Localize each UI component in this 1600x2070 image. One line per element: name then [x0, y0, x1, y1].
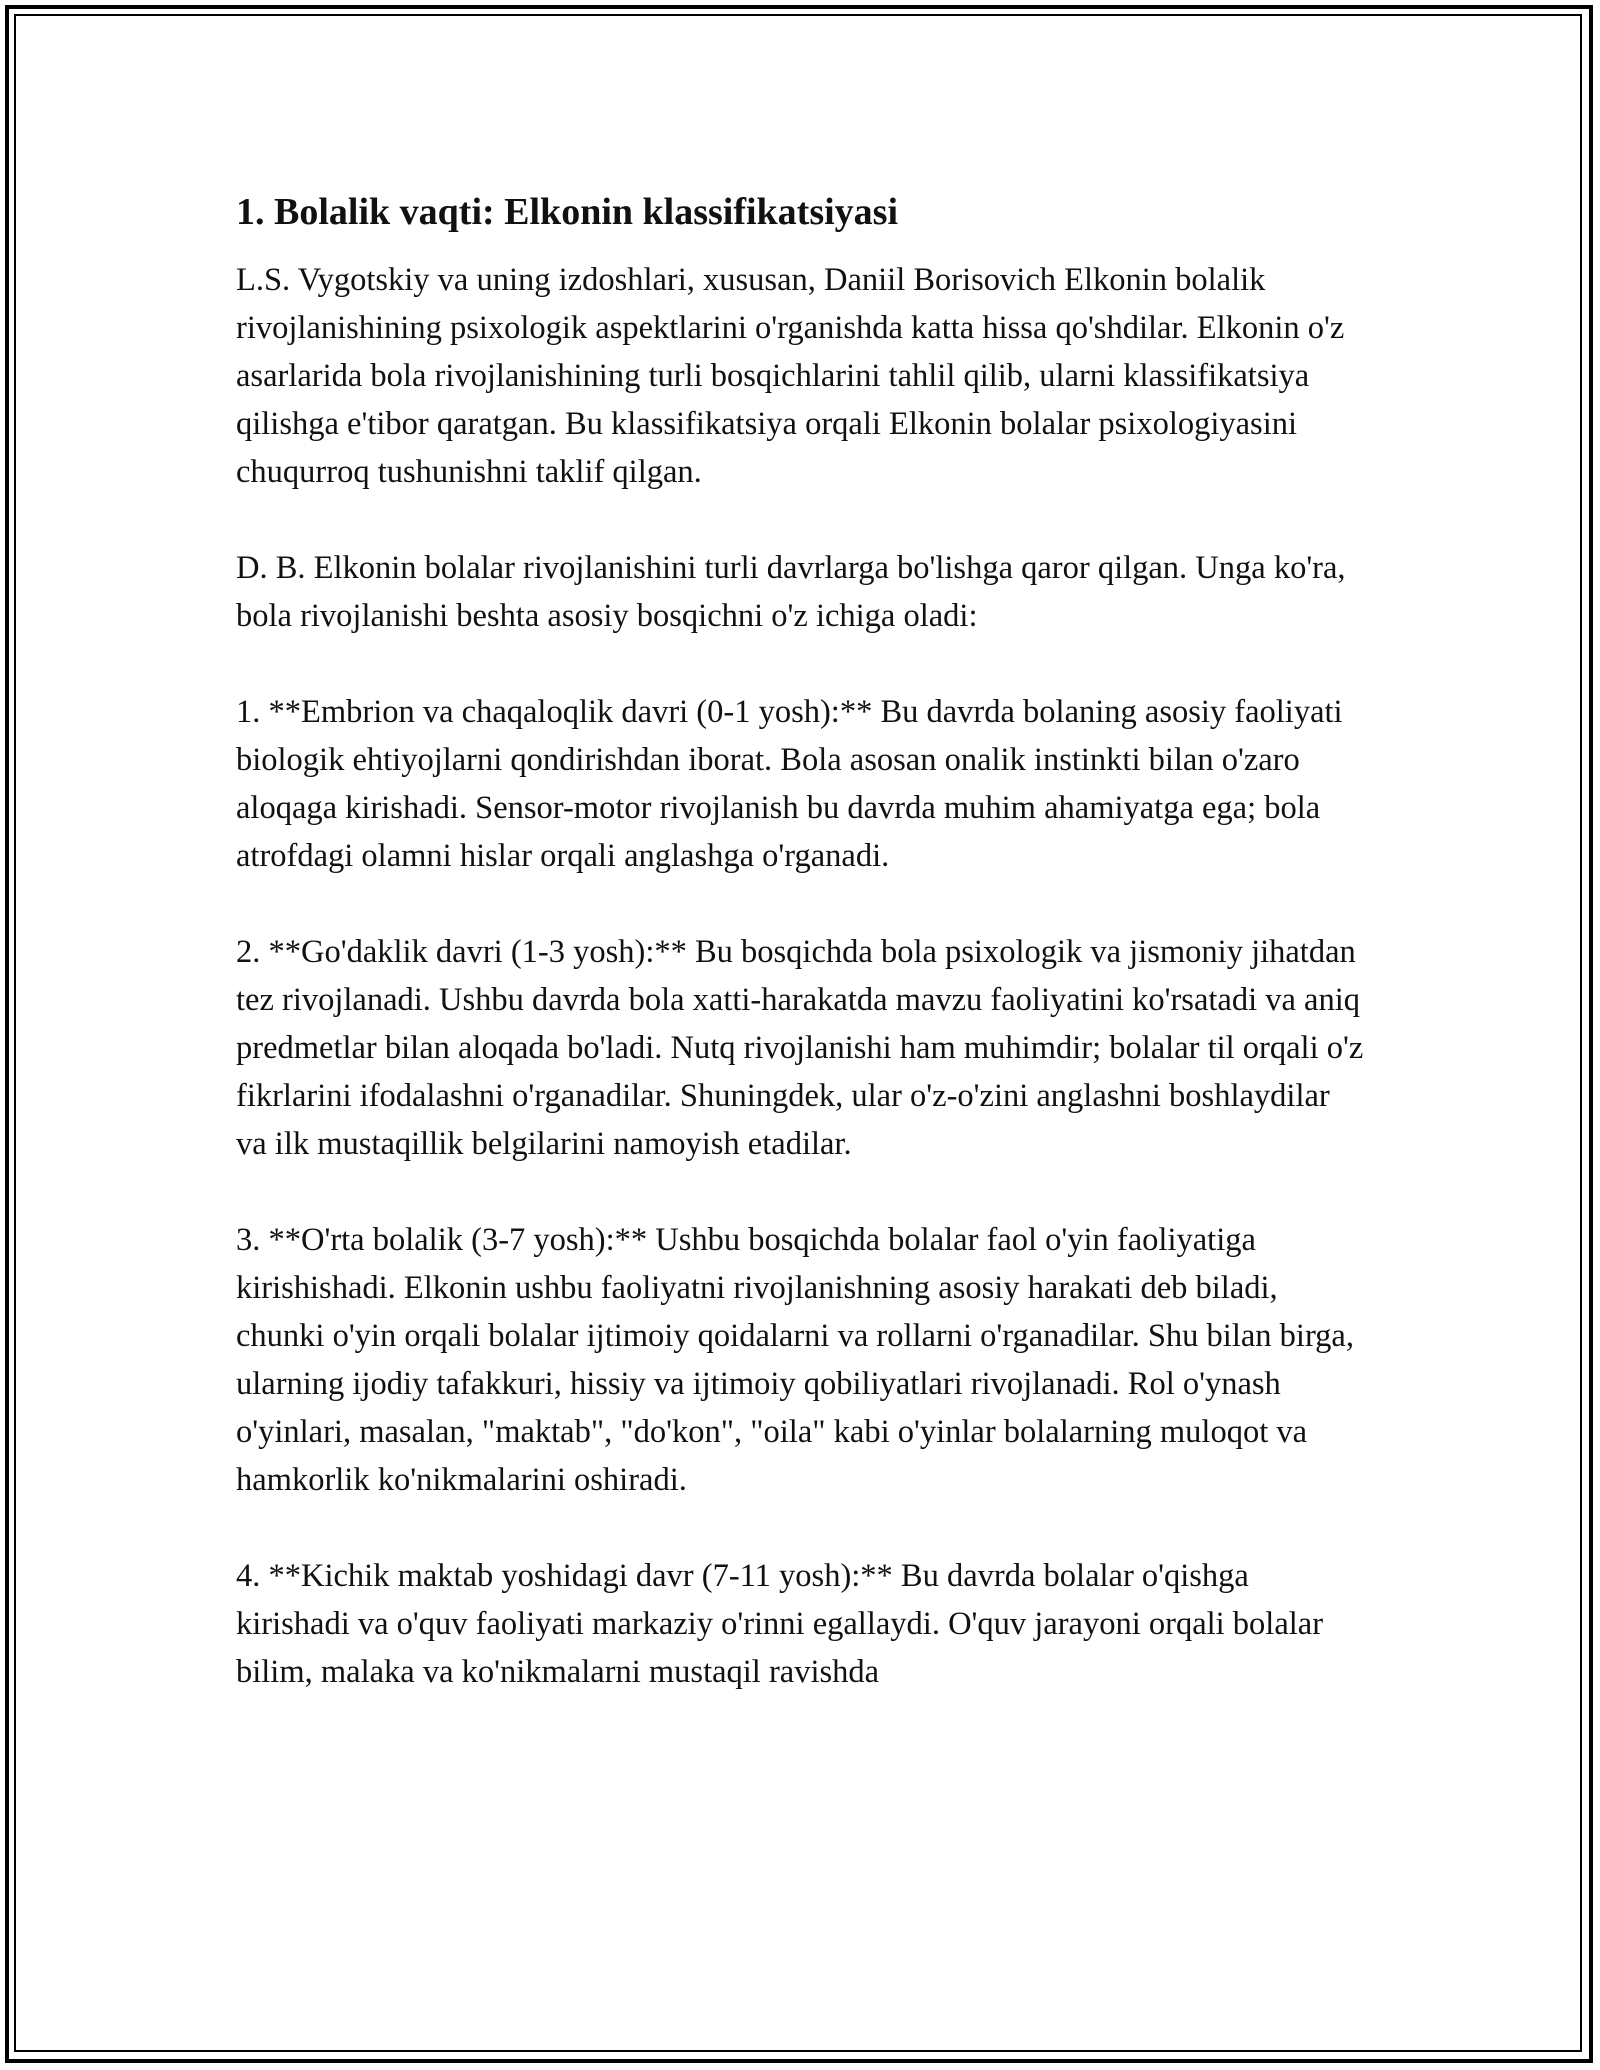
paragraph-stage-3: 3. **O'rta bolalik (3-7 yosh):** Ushbu bosqichda bolalar faol o'yin faoliyatiga kirishishadi. Elkonin ushbu faoliyatni rivojlanishning asosiy harakati deb biladi, chunki o'yin orqali bolalar ijtimoiy qoidalarni va rollarni o'rganadilar. Shu bilan birga, ularning ijodiy tafakkuri, hissiy va ijtimoiy qobiliyatlari rivojlanadi. Rol o'ynash o'yinlari, masalan, "maktab", "do'kon", "oila" kabi o'yinlar bolalarning muloqot va hamkorlik ko'nikmalarini oshiradi.	[236, 1222, 1354, 1498]
section-title: 1. Bolalik vaqti: Elkonin klassifikatsiyasi	[236, 191, 899, 233]
paragraph-stage-2: 2. **Go'daklik davri (1-3 yosh):** Bu bosqichda bola psixologik va jismoniy jihatdan tez rivojlanadi. Ushbu davrda bola xatti-harakatda mavzu faoliyatini ko'rsatadi va aniq predmetlar bilan aloqada bo'ladi. Nutq rivojlanishi ham muhimdir; bolalar til orqali o'z fikrlarini ifodalashni o'rganadilar. Shuningdek, ular o'z-o'zini anglashni boshlaydilar va ilk mustaqillik belgilarini namoyish etadilar.	[236, 934, 1364, 1162]
paragraph-stage-4: 4. **Kichik maktab yoshidagi davr (7-11 yosh):** Bu davrda bolalar o'qishga kirishadi va o'quv faoliyati markaziy o'rinni egallaydi. O'quv jarayoni orqali bolalar bilim, malaka va ko'nikmalarni mustaqil ravishda	[236, 1558, 1324, 1690]
document-body	[236, 188, 1366, 1696]
paragraph-periods: D. B. Elkonin bolalar rivojlanishini turli davrlarga bo'lishga qaror qilgan. Unga ko'ra, bola rivojlanishi beshta asosiy bosqichni o'z ichiga oladi:	[236, 550, 1346, 634]
paragraph-stage-1: 1. **Embrion va chaqaloqlik davri (0-1 yosh):** Bu davrda bolaning asosiy faoliyati biologik ehtiyojlarni qondirishdan iborat. Bola asosan onalik instinkti bilan o'zaro aloqaga kirishadi. Sensor-motor rivojlanish bu davrda muhim ahamiyatga ega; bola atrofdagi olamni hislar orqali anglashga o'rganadi.	[236, 694, 1343, 874]
paragraph-intro: L.S. Vygotskiy va uning izdoshlari, xususan, Daniil Borisovich Elkonin bolalik rivojlanishining psixologik aspektlarini o'rganishda katta hissa qo'shdilar. Elkonin o'z asarlarida bola rivojlanishining turli bosqichlarini tahlil qilib, ularni klassifikatsiya qilishga e'tibor qaratgan. Bu klassifikatsiya orqali Elkonin bolalar psixologiyasini chuqurroq tushunishni taklif qilgan.	[236, 262, 1345, 490]
